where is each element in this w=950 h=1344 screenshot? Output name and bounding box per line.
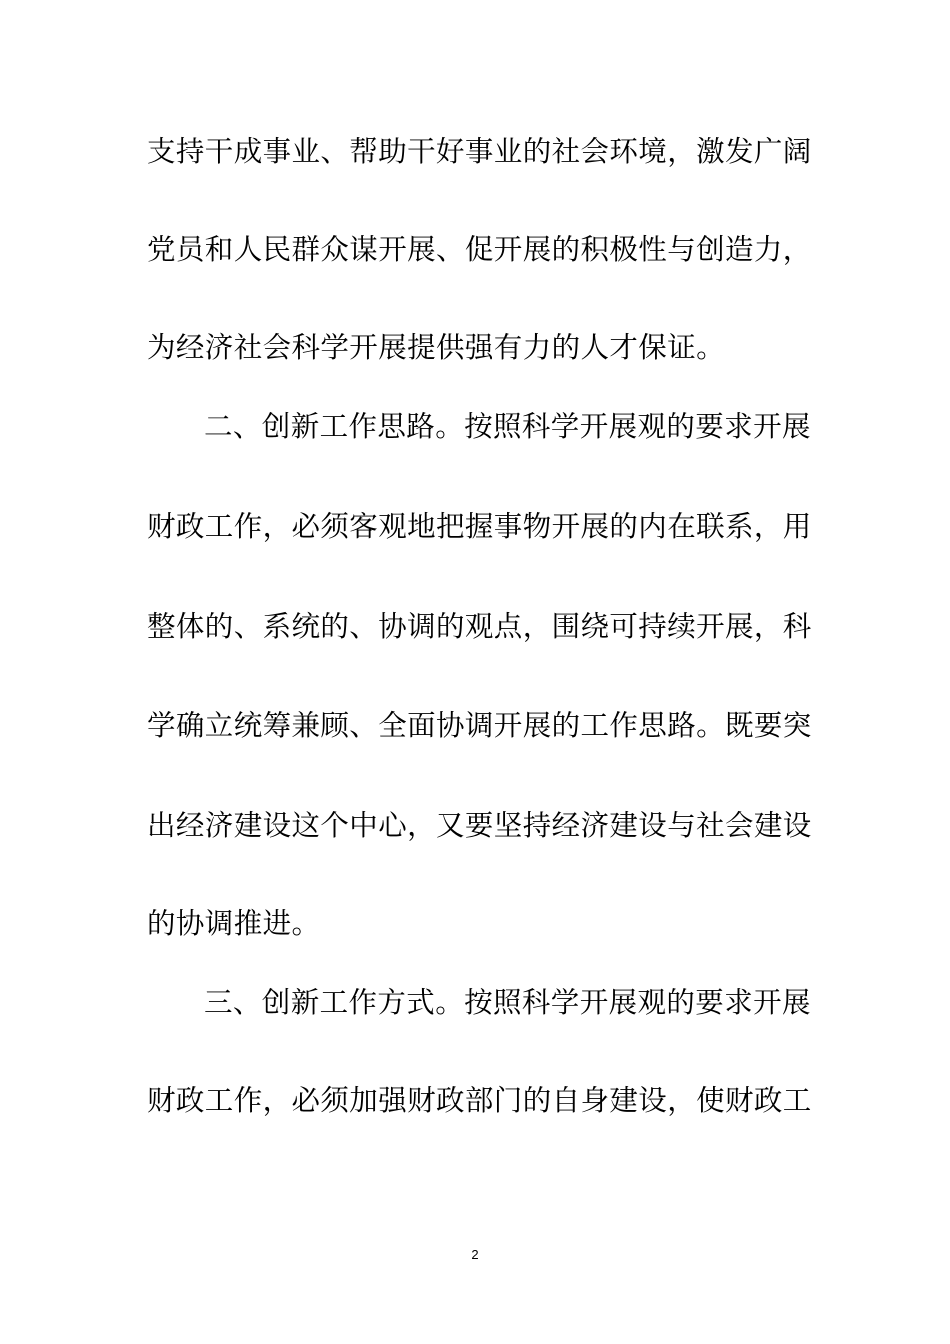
paragraph-line: 学确立统筹兼顾、全面协调开展的工作思路。既要突 [147,709,812,742]
section-heading-line: 二、创新工作思路。按照科学开展观的要求开展 [204,410,811,443]
paragraph-line: 财政工作，必须加强财政部门的自身建设，使财政工 [147,1084,812,1117]
paragraph-line: 整体的、系统的、协调的观点，围绕可持续开展，科 [147,610,812,643]
paragraph-line: 出经济建设这个中心，又要坚持经济建设与社会建设 [147,809,812,842]
paragraph-line: 为经济社会科学开展提供强有力的人才保证。 [147,331,726,364]
paragraph-line: 党员和人民群众谋开展、促开展的积极性与创造力， [147,233,812,266]
paragraph-line: 支持干成事业、帮助干好事业的社会环境，激发广阔 [147,135,812,168]
section-heading-line: 三、创新工作方式。按照科学开展观的要求开展 [204,986,811,1019]
page-number: 2 [471,1247,479,1262]
paragraph-line: 的协调推进。 [147,907,321,940]
paragraph-line: 财政工作，必须客观地把握事物开展的内在联系，用 [147,510,812,543]
